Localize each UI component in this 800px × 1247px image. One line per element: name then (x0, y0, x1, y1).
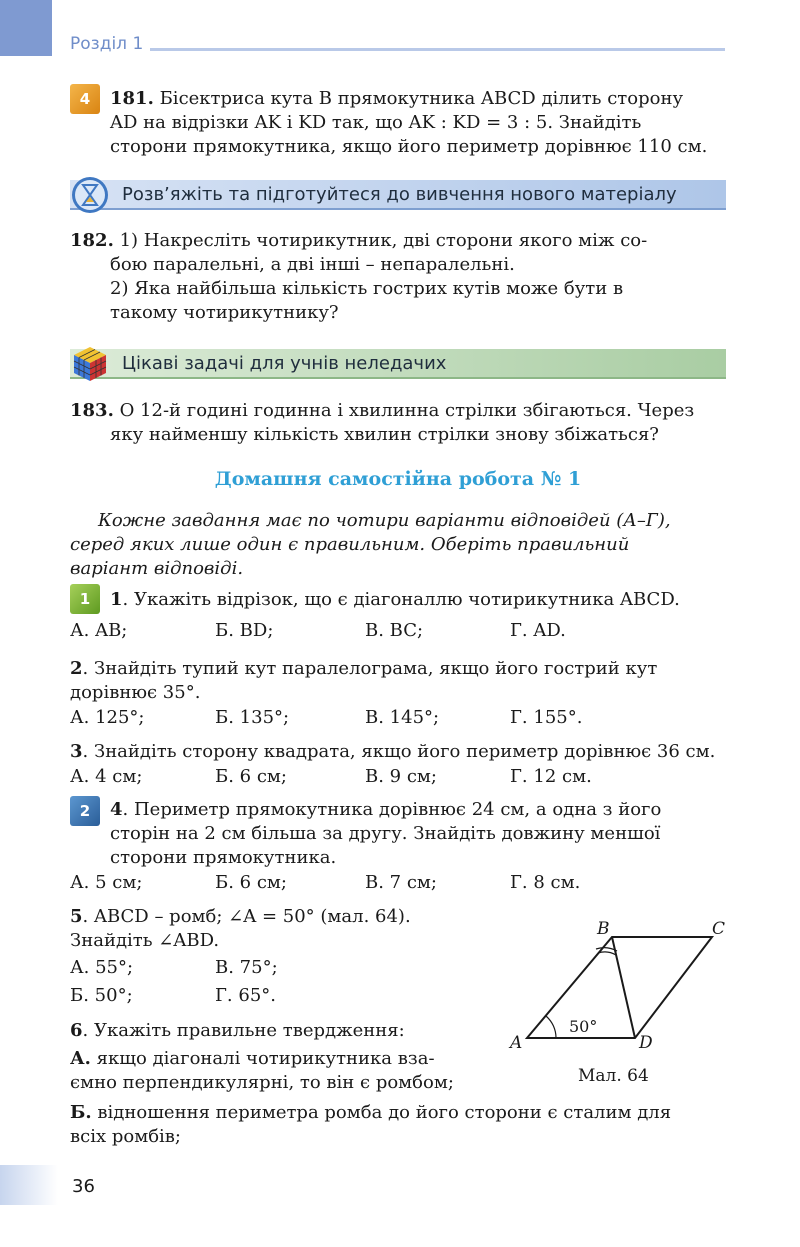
homework-intro (70, 509, 726, 581)
question-2 (70, 657, 726, 705)
option-letter: А. (70, 1048, 91, 1069)
question-number: 3 (70, 741, 83, 762)
answers-q5-row2 (70, 985, 470, 1009)
answer-option[interactable]: Г. 12 см. (510, 766, 592, 787)
problem-text: яку найменшу кількість хвилин стрілки знову збіжаться? (110, 424, 659, 445)
level-1-cube-icon: 1 (70, 584, 100, 614)
answer-option[interactable]: Б. 6 см; (215, 872, 287, 893)
option-text: якщо діагоналі чотирикутника вза- (96, 1048, 435, 1069)
answers-q5-row1 (70, 957, 470, 981)
header-line (150, 48, 725, 51)
corner-tab (0, 0, 52, 56)
answer-option[interactable]: В. 145°; (365, 707, 440, 728)
problem-text: 1) Накресліть чотирикутник, дві сторони якого між со- (119, 230, 648, 251)
prepare-banner (70, 180, 726, 210)
banner-text: Розв’яжіть та підготуйтеся до вивчення нового матеріалу (122, 183, 677, 205)
answer-option[interactable]: А. 125°; (70, 707, 145, 728)
question-text: . Знайдіть тупий кут паралелограма, якщо його гострий кут (82, 658, 658, 679)
section-label: Розділ 1 (70, 34, 144, 54)
answer-option[interactable]: В. 75°; (215, 957, 278, 978)
problem-number: 181. (110, 88, 154, 109)
answer-option[interactable]: А. 55°; (70, 957, 134, 978)
statement-a[interactable] (70, 1047, 490, 1095)
question-1 (110, 588, 726, 612)
hourglass-icon (70, 175, 110, 215)
answers-q1 (70, 620, 726, 644)
rhombus-figure (505, 915, 730, 1075)
answer-option[interactable]: В. BC; (365, 620, 424, 641)
question-3 (70, 740, 726, 764)
answer-option[interactable]: В. 7 см; (365, 872, 437, 893)
intro-text: серед яких лише один є правильним. Оберіть правильний (70, 534, 630, 555)
problem-182 (70, 229, 726, 325)
question-6 (70, 1019, 490, 1043)
answer-option[interactable]: А. 4 см; (70, 766, 143, 787)
question-4 (110, 798, 726, 870)
answer-option[interactable]: В. 9 см; (365, 766, 437, 787)
question-text: . Укажіть відрізок, що є діагоналлю чотирикутника ABCD. (122, 589, 680, 610)
problem-181 (110, 87, 726, 159)
question-text: . ABCD – ромб; ∠A = 50° (мал. 64). (82, 906, 411, 927)
question-text: дорівнює 35°. (70, 682, 201, 703)
answers-q2 (70, 707, 726, 731)
figure-caption: Мал. 64 (578, 1066, 649, 1086)
answer-option[interactable]: А. 5 см; (70, 872, 143, 893)
answer-option[interactable]: Б. BD; (215, 620, 274, 641)
level-4-cube-icon: 4 (70, 84, 100, 114)
question-number: 2 (70, 658, 83, 679)
question-number: 5 (70, 906, 83, 927)
rubiks-cube-icon (70, 344, 110, 384)
vertex-label: D (639, 1033, 653, 1053)
answer-option[interactable]: Г. 8 см. (510, 872, 581, 893)
question-text: . Укажіть правильне твердження: (82, 1020, 405, 1041)
page-number: 36 (72, 1176, 95, 1197)
vertex-label: B (597, 919, 610, 939)
vertex-label: A (510, 1033, 523, 1053)
answer-option[interactable]: Г. 65°. (215, 985, 276, 1006)
vertex-label: C (712, 919, 726, 939)
problem-text: 2) Яка найбільша кількість гострих кутів може бути в (110, 278, 624, 299)
answer-option[interactable]: Б. 6 см; (215, 766, 287, 787)
question-text: сторін на 2 см більша за другу. Знайдіть довжину меншої (110, 823, 661, 844)
bottom-strip (0, 1165, 58, 1205)
option-text: всіх ромбів; (70, 1126, 181, 1147)
question-number: 1 (110, 589, 123, 610)
answer-option[interactable]: А. AB; (70, 620, 128, 641)
answer-option[interactable]: Г. AD. (510, 620, 566, 641)
intro-text: Кожне завдання має по чотири варіанти відповідей (А–Г), (98, 510, 671, 531)
problem-number: 182. (70, 230, 114, 251)
level-2-cube-icon: 2 (70, 796, 100, 826)
question-number: 6 (70, 1020, 83, 1041)
problem-183 (70, 399, 726, 447)
answer-option[interactable]: Б. 50°; (70, 985, 133, 1006)
question-text: . Знайдіть сторону квадрата, якщо його периметр дорівнює 36 см. (82, 741, 716, 762)
problem-text: Бісектриса кута B прямокутника ABCD ділить сторону (159, 88, 684, 109)
angle-label: 50° (569, 1017, 598, 1036)
question-text: Знайдіть ∠ABD. (70, 930, 220, 951)
option-text: відношення периметра ромба до його сторони є сталим для (97, 1102, 672, 1123)
statement-b[interactable] (70, 1101, 726, 1149)
homework-title: Домашня самостійна робота № 1 (214, 468, 582, 490)
problem-number: 183. (70, 400, 114, 421)
question-text: . Периметр прямокутника дорівнює 24 см, а одна з його (122, 799, 662, 820)
option-text: ємно перпендикулярні, то він є ромбом; (70, 1072, 454, 1093)
answers-q3 (70, 766, 726, 790)
intro-text: варіант відповіді. (70, 558, 244, 579)
question-5 (70, 905, 490, 953)
problem-text: О 12-й годині годинна і хвилинна стрілки збігаються. Через (119, 400, 695, 421)
option-letter: Б. (70, 1102, 92, 1123)
answer-option[interactable]: Г. 155°. (510, 707, 583, 728)
problem-text: сторони прямокутника, якщо його периметр дорівнює 110 см. (110, 136, 708, 157)
answer-option[interactable]: Б. 135°; (215, 707, 290, 728)
problem-text: AD на відрізки AK і KD так, що AK : KD = 3 : 5. Знайдіть (110, 112, 642, 133)
question-text: сторони прямокутника. (110, 847, 337, 868)
problem-text: бою паралельні, а дві інші – непаралельні. (110, 254, 515, 275)
problem-text: такому чотирикутнику? (110, 302, 339, 323)
banner-text: Цікаві задачі для учнів неледачих (122, 352, 447, 374)
interesting-banner (70, 349, 726, 379)
question-number: 4 (110, 799, 123, 820)
answers-q4 (70, 872, 726, 896)
